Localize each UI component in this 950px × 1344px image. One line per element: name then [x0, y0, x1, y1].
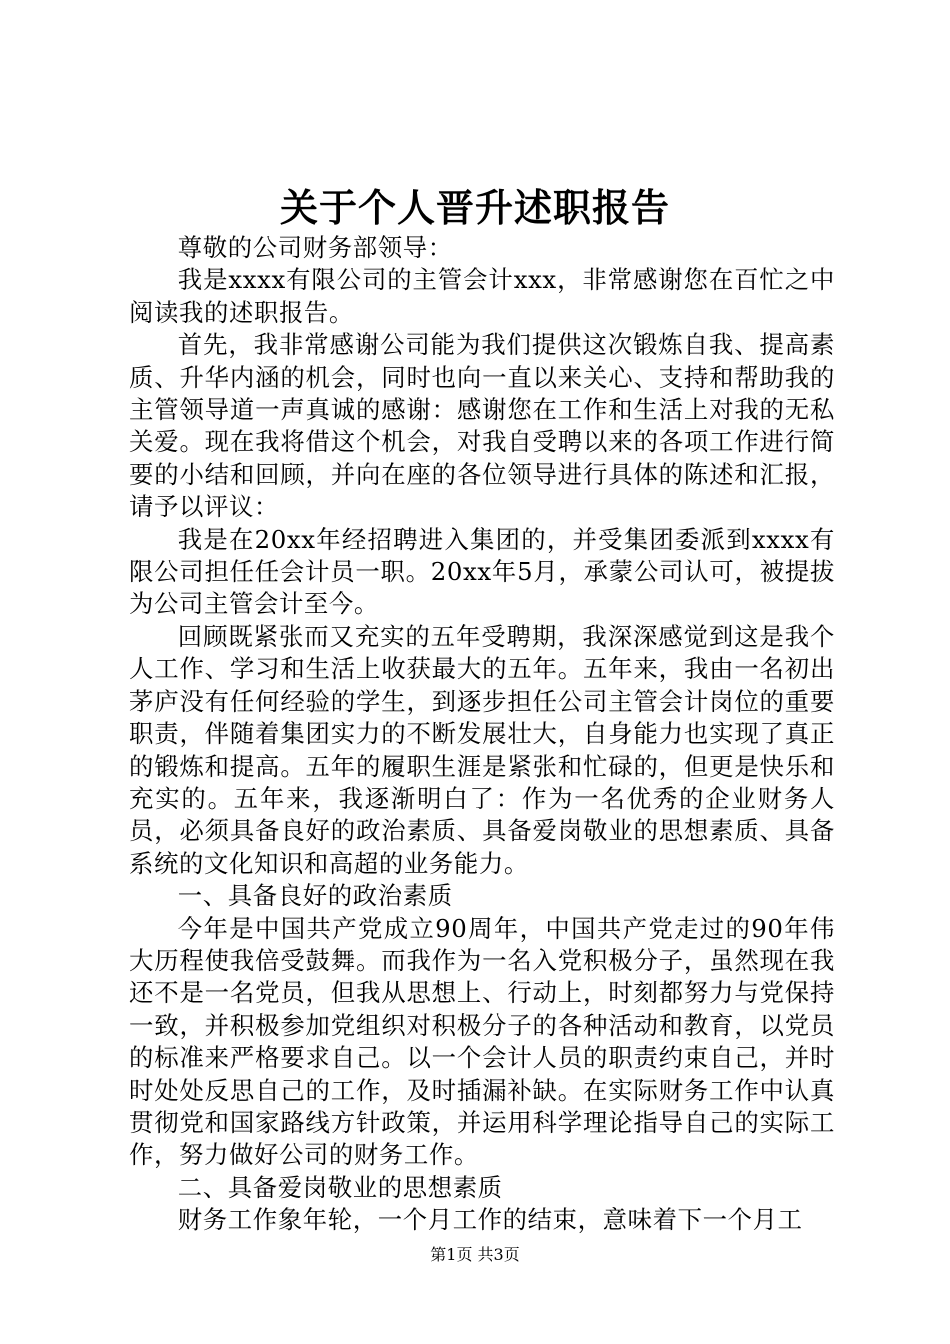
salutation: 尊敬的公司财务部领导：: [177, 233, 453, 262]
page-footer: 第1页 共3页: [430, 1245, 520, 1264]
paragraph: 我是在20xx年经招聘进入集团的，并受集团委派到xxxx有限公司担任任会计员一职。20xx年5月，承蒙公司认可，被提拔为公司主管会计至今。: [129, 524, 835, 619]
section-heading: 二、具备爱岗敬业的思想素质: [177, 1172, 503, 1202]
paragraph: 今年是中国共产党成立90周年，中国共产党走过的90年伟大历程使我倍受鼓舞。而我作为一名入党积极分子，虽然现在我还不是一名党员，但我从思想上、行动上，时刻都努力与党保持一致，并积极参加党组织对积极分子的各种活动和教育，以党员的标准来严格要求自己。以一个会计人员的职责约束自己，并时时处处反思自己的工作，及时插漏补缺。在实际财务工作中认真贯彻党和国家路线方针政策，并运用科学理论指导自己的实际工作，努力做好公司的财务工作。: [129, 913, 835, 1170]
document-title: 关于个人晋升述职报告: [279, 185, 670, 230]
paragraph: 首先，我非常感谢公司能为我们提供这次锻炼自我、提高素质、升华内涵的机会，同时也向一直以来关心、支持和帮助我的主管领导道一声真诚的感谢：感谢您在工作和生活上对我的无私关爱。现在我将借这个机会，对我自受聘以来的各项工作进行简要的小结和回顾，并向在座的各位领导进行具体的陈述和汇报，请予以评议：: [129, 330, 835, 522]
paragraph: 我是xxxx有限公司的主管会计xxx，非常感谢您在百忙之中阅读我的述职报告。: [129, 265, 835, 327]
paragraph: 财务工作象年轮，一个月工作的结束，意味着下一个月工: [177, 1205, 803, 1235]
paragraph: 回顾既紧张而又充实的五年受聘期，我深深感觉到这是我个人工作、学习和生活上收获最大的五年。五年来，我由一名初出茅庐没有任何经验的学生，到逐步担任公司主管会计岗位的重要职责，伴随着集团实力的不断发展壮大，自身能力也实现了真正的锻炼和提高。五年的履职生涯是紧张和忙碌的，但更是快乐和充实的。五年来，我逐渐明白了：作为一名优秀的企业财务人员，必须具备良好的政治素质、具备爱岗敬业的思想素质、具备系统的文化知识和高超的业务能力。: [129, 621, 835, 878]
document-body: [129, 232, 835, 1237]
section-heading: 一、具备良好的政治素质: [177, 881, 453, 911]
